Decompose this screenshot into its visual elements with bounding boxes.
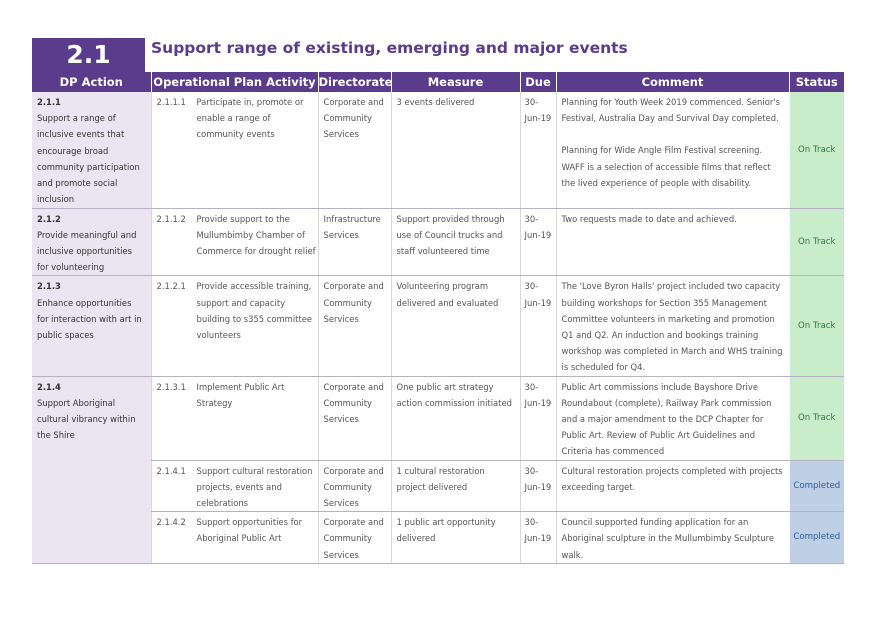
table-row (32, 92, 844, 208)
header-measure: Measure (391, 72, 520, 92)
status-badge: On Track (789, 376, 844, 460)
due-cell: 30-Jun-19 (520, 208, 556, 276)
activity-code: 2.1.1.2 (156, 213, 186, 224)
header-due: Due (520, 72, 556, 92)
table-row (32, 208, 844, 276)
dp-action-cell (32, 276, 151, 376)
header-dp-action: DP Action (32, 72, 151, 92)
dp-text: Support Aboriginal cultural vibrancy within the Shire (37, 397, 136, 441)
status-badge: On Track (789, 92, 844, 208)
dp-code: 2.1.2 (37, 213, 61, 224)
due-cell: 30-Jun-19 (520, 376, 556, 460)
comment-cell: The 'Love Byron Halls' project included two capacity building workshops for Section 355 Management Committee volunteers in marketing and promotion Q1 and Q2. An induction and bookings training workshop was completed in March and WHS training is scheduled for Q4. (556, 276, 789, 376)
activity-cell (151, 92, 318, 208)
section-number: 2.1 (32, 38, 145, 72)
comment-cell: Cultural restoration projects completed with projects exceeding target. (556, 460, 789, 512)
comment-cell (556, 92, 789, 208)
dp-action-cell (32, 208, 151, 276)
table-header-row (32, 72, 844, 92)
directorate-cell: Corporate and Community Services (318, 376, 391, 460)
section-title: Support range of existing, emerging and major events (151, 39, 628, 57)
activity-text: Provide support to the Mullumbimby Chamber of Commerce for drought relief (196, 213, 316, 256)
comment-cell: Two requests made to date and achieved. (556, 208, 789, 276)
comment-cell: Public Art commissions include Bayshore Drive Roundabout (complete), Railway Park commission and a major amendment to the DCP Chapter for Public Art. Review of Public Art Guidelines and Criteria has commenced (556, 376, 789, 460)
activity-code: 2.1.3.1 (156, 381, 186, 392)
activity-code: 2.1.2.1 (156, 281, 186, 292)
activity-text: Support cultural restoration projects, events and celebrations (196, 465, 313, 508)
activity-text: Participate in, promote or enable a range of community events (196, 97, 304, 140)
dp-text: Support a range of inclusive events that encourage broad community participation and promote social inclusion (37, 113, 140, 205)
directorate-cell: Corporate and Community Services (318, 276, 391, 376)
activity-cell (151, 276, 318, 376)
table-row (32, 376, 844, 460)
comment-cell: Council supported funding application for an Aboriginal sculpture in the Mullumbimby Sculpture walk. (556, 512, 789, 564)
activity-cell (151, 460, 318, 512)
due-cell: 30-Jun-19 (520, 276, 556, 376)
activity-code: 2.1.1.1 (156, 97, 186, 107)
dp-code: 2.1.3 (37, 281, 61, 292)
activity-text: Implement Public Art Strategy (196, 381, 285, 408)
due-cell: 30-Jun-19 (520, 512, 556, 564)
activity-text: Support opportunities for Aboriginal Public Art (196, 517, 303, 544)
dp-action-cell (32, 92, 151, 208)
header-directorate: Directorate (318, 72, 391, 92)
measure-cell: 3 events delivered (391, 92, 520, 208)
comment-text: Planning for Youth Week 2019 commenced. Senior's Festival, Australia Day and Survival Day completed. (561, 97, 780, 124)
table-row (32, 276, 844, 376)
activity-cell (151, 376, 318, 460)
activity-code: 2.1.4.1 (156, 465, 186, 476)
table-row (32, 460, 844, 512)
activity-cell (151, 208, 318, 276)
directorate-cell: Corporate and Community Services (318, 92, 391, 208)
status-badge: On Track (789, 208, 844, 276)
action-table (32, 72, 844, 564)
comment-text-2: Planning for Wide Angle Film Festival screening. WAFF is a selection of accessible films that reflect the lived experience of people with disability. (561, 145, 771, 188)
header-comment: Comment (556, 72, 789, 92)
dp-text: Provide meaningful and inclusive opportunities for volunteering (37, 229, 137, 273)
activity-code: 2.1.4.2 (156, 517, 186, 528)
dp-text: Enhance opportunities for interaction with art in public spaces (37, 297, 142, 340)
header-activity: Operational Plan Activity (151, 72, 318, 92)
dp-code: 2.1.4 (37, 381, 61, 392)
measure-cell: 1 cultural restoration project delivered (391, 460, 520, 512)
measure-cell: Volunteering program delivered and evaluated (391, 276, 520, 376)
measure-cell: Support provided through use of Council trucks and staff volunteered time (391, 208, 520, 276)
measure-cell: 1 public art opportunity delivered (391, 512, 520, 564)
status-badge: Completed (789, 460, 844, 512)
activity-text: Provide accessible training, support and capacity building to s355 committee volunteers (196, 281, 313, 340)
due-cell: 30-Jun-19 (520, 460, 556, 512)
due-cell: 30-Jun-19 (520, 92, 556, 208)
dp-action-cell (32, 376, 151, 563)
status-badge: On Track (789, 276, 844, 376)
directorate-cell: Corporate and Community Services (318, 512, 391, 564)
table-row (32, 512, 844, 564)
header-status: Status (789, 72, 844, 92)
status-badge: Completed (789, 512, 844, 564)
measure-cell: One public art strategy action commission initiated (391, 376, 520, 460)
activity-cell (151, 512, 318, 564)
dp-code: 2.1.1 (37, 97, 61, 107)
directorate-cell: Infrastructure Services (318, 208, 391, 276)
directorate-cell: Corporate and Community Services (318, 460, 391, 512)
